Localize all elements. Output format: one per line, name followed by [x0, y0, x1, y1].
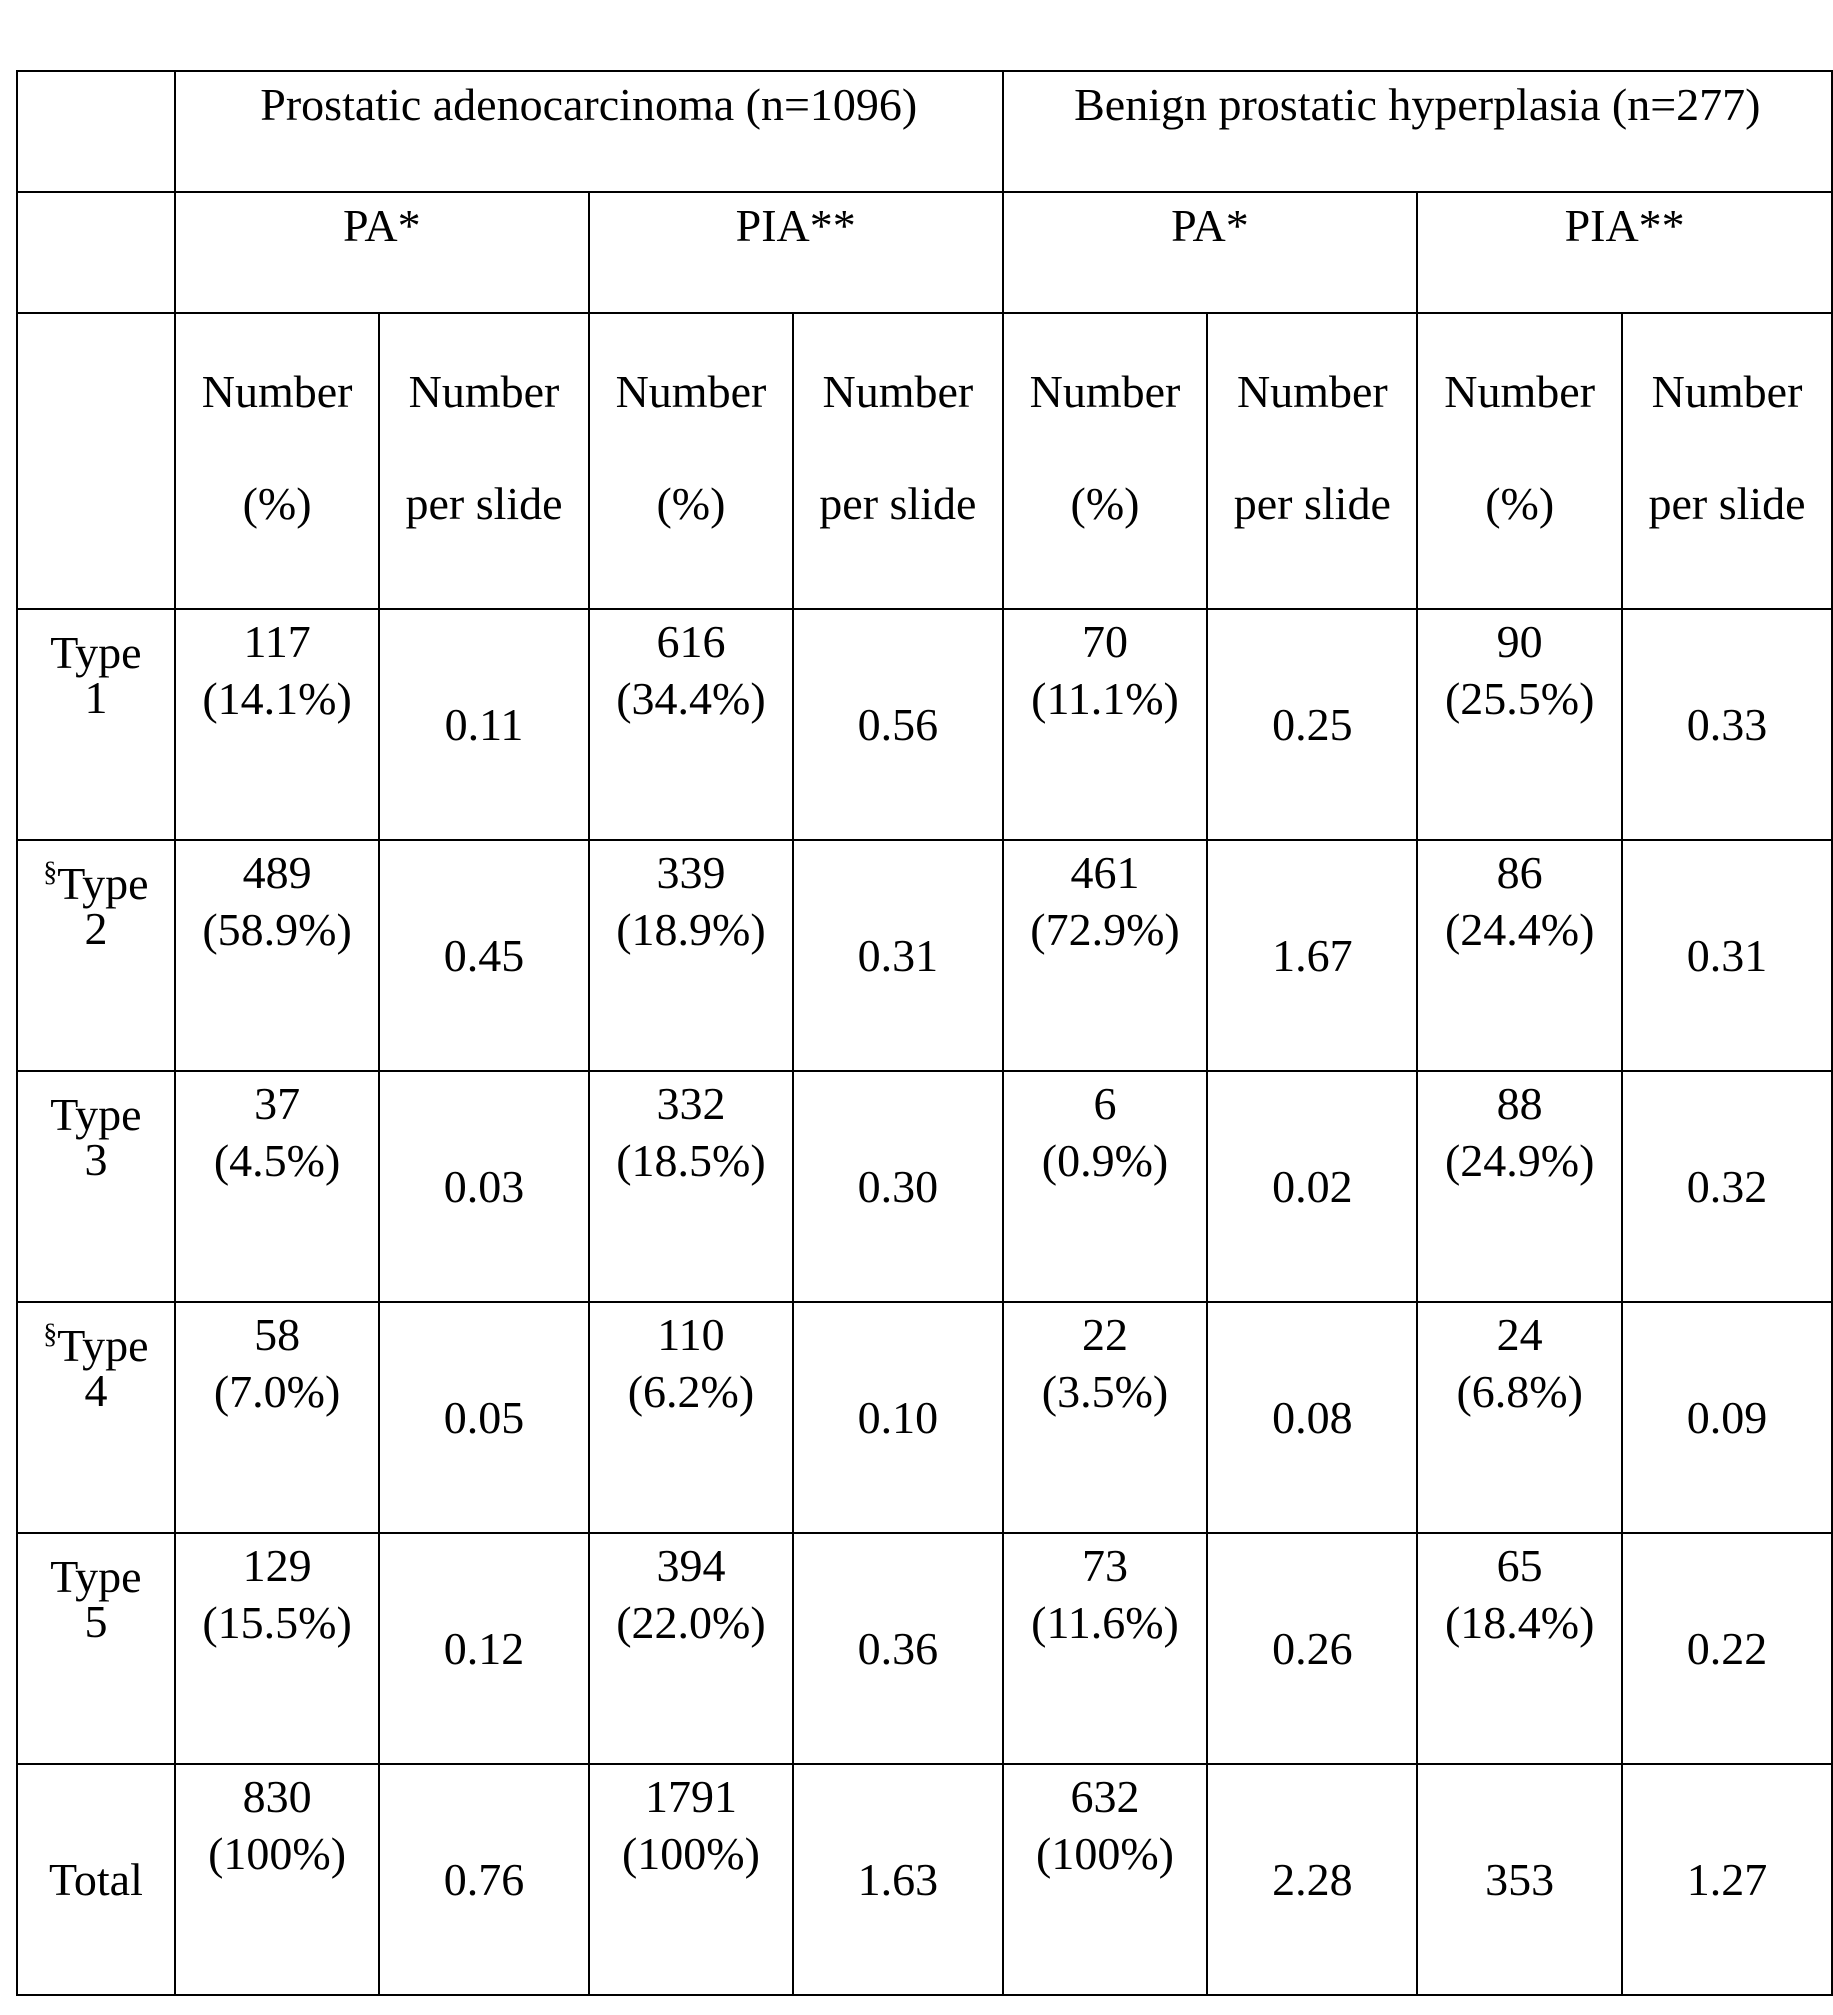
col-header-line: Number	[615, 366, 767, 417]
cell-adeno-pia-per-slide: 0.36	[793, 1533, 1002, 1764]
cell-count: 830	[242, 1771, 312, 1822]
cell-percent: (18.9%)	[616, 904, 766, 955]
col-header-line: Number	[1651, 366, 1803, 417]
cell-adeno-pa-number	[175, 609, 379, 840]
cell-bph-pa-number	[1003, 1533, 1208, 1764]
cell-percent: (4.5%)	[213, 1135, 341, 1186]
cell-percent: (11.1%)	[1031, 673, 1179, 724]
cell-total-adeno-pa-number	[175, 1764, 379, 1995]
col-header-line: Number	[1444, 366, 1596, 417]
header-column-row	[17, 313, 1832, 609]
col-header-number	[1417, 313, 1622, 609]
header-group-row	[17, 71, 1832, 192]
row-label-line2: 4	[84, 1365, 108, 1416]
row-label-line2: 3	[84, 1134, 108, 1185]
cell-adeno-pa-number	[175, 1533, 379, 1764]
row-label-line2: 1	[84, 672, 108, 723]
cell-adeno-pa-per-slide: 0.45	[379, 840, 588, 1071]
table-row	[17, 1533, 1832, 1764]
cell-percent: (6.2%)	[627, 1366, 755, 1417]
cell-adeno-pa-per-slide: 0.12	[379, 1533, 588, 1764]
cell-total-bph-pa-number	[1003, 1764, 1208, 1995]
col-header-line: per slide	[405, 478, 563, 529]
cell-bph-pa-per-slide: 1.67	[1207, 840, 1417, 1071]
cell-count: 22	[1082, 1309, 1128, 1360]
cell-bph-pa-number	[1003, 1071, 1208, 1302]
cell-bph-pia-number	[1417, 609, 1622, 840]
cell-count: 489	[242, 847, 312, 898]
cell-count: 632	[1070, 1771, 1140, 1822]
cell-count: 65	[1496, 1540, 1543, 1591]
col-header-number	[175, 313, 379, 609]
cell-bph-pa-per-slide: 0.26	[1207, 1533, 1417, 1764]
cell-percent: (15.5%)	[202, 1597, 352, 1648]
cell-percent: (100%)	[1036, 1828, 1174, 1879]
col-header-line: (%)	[656, 478, 726, 529]
table-row	[17, 609, 1832, 840]
row-label-line1	[18, 1538, 174, 1602]
cell-count: 73	[1082, 1540, 1128, 1591]
cell-count: 70	[1082, 616, 1128, 667]
cell-count: 6	[1093, 1078, 1117, 1129]
col-header-per-slide	[1207, 313, 1417, 609]
cell-count: 117	[243, 616, 311, 667]
cell-percent: (100%)	[208, 1828, 347, 1879]
cell-total-bph-pia-number: 353	[1417, 1764, 1622, 1995]
row-label-line1	[18, 845, 174, 909]
cell-count: 58	[254, 1309, 301, 1360]
cell-percent: (7.0%)	[213, 1366, 341, 1417]
total-row	[17, 1764, 1832, 1995]
col-header-line: (%)	[1070, 478, 1140, 529]
cell-percent: (100%)	[621, 1828, 760, 1879]
col-header-line: per slide	[1648, 478, 1806, 529]
cell-count: 129	[242, 1540, 312, 1591]
cell-percent: (58.9%)	[202, 904, 352, 955]
row-label-line2: 2	[84, 903, 108, 954]
table-row	[17, 1071, 1832, 1302]
cell-bph-pa-number	[1003, 1302, 1208, 1533]
cell-percent: (24.9%)	[1444, 1135, 1595, 1186]
cell-adeno-pa-per-slide: 0.05	[379, 1302, 588, 1533]
col-header-number	[1003, 313, 1208, 609]
cell-percent: (34.4%)	[616, 673, 766, 724]
cell-count: 90	[1496, 616, 1543, 667]
col-header-line: per slide	[1233, 478, 1391, 529]
col-header-line: Number	[1029, 366, 1181, 417]
cell-count: 1791	[644, 1771, 737, 1822]
cell-bph-pia-number	[1417, 1071, 1622, 1302]
cell-count: 37	[254, 1078, 301, 1129]
cell-bph-pa-per-slide: 0.08	[1207, 1302, 1417, 1533]
cell-count: 616	[656, 616, 726, 667]
col-header-per-slide	[793, 313, 1002, 609]
table-row	[17, 1302, 1832, 1533]
row-label	[17, 1302, 175, 1533]
cell-adeno-pa-per-slide: 0.11	[379, 609, 588, 840]
cell-adeno-pa-number	[175, 840, 379, 1071]
row-label-line1	[18, 1076, 174, 1140]
row-label-text: Type	[57, 858, 149, 909]
cell-adeno-pia-per-slide: 0.30	[793, 1071, 1002, 1302]
col-header-number	[589, 313, 793, 609]
cell-bph-pa-number	[1003, 609, 1208, 840]
cell-bph-pa-per-slide: 0.02	[1207, 1071, 1417, 1302]
cell-count: 339	[656, 847, 726, 898]
sub-header-adeno-pa: PA*	[175, 192, 589, 313]
col-header-line: per slide	[819, 478, 977, 529]
cell-total-adeno-pia-per-slide: 1.63	[793, 1764, 1002, 1995]
table-row	[17, 840, 1832, 1071]
cell-percent: (25.5%)	[1444, 673, 1595, 724]
cell-adeno-pia-number	[589, 609, 793, 840]
cell-adeno-pa-number	[175, 1071, 379, 1302]
row-label-text: Type	[50, 1551, 142, 1602]
cell-adeno-pa-per-slide: 0.03	[379, 1071, 588, 1302]
cell-adeno-pia-per-slide: 0.10	[793, 1302, 1002, 1533]
cell-count: 86	[1496, 847, 1543, 898]
col-header-line: (%)	[242, 478, 312, 529]
cell-percent: (3.5%)	[1041, 1366, 1169, 1417]
cell-bph-pia-number	[1417, 840, 1622, 1071]
cell-count: 461	[1070, 847, 1140, 898]
section-mark: §	[43, 857, 58, 888]
row-label	[17, 609, 175, 840]
row-label	[17, 1071, 175, 1302]
row-label-line1	[18, 614, 174, 678]
cell-bph-pa-number	[1003, 840, 1208, 1071]
cell-bph-pia-per-slide: 0.32	[1622, 1071, 1832, 1302]
cell-adeno-pia-number	[589, 1302, 793, 1533]
cell-count: 394	[656, 1540, 726, 1591]
cell-adeno-pia-per-slide: 0.56	[793, 609, 1002, 840]
row-label-line1	[18, 1307, 174, 1371]
cell-percent: (24.4%)	[1444, 904, 1595, 955]
corner-cell	[17, 192, 175, 313]
cell-bph-pia-per-slide: 0.22	[1622, 1533, 1832, 1764]
cell-adeno-pia-number	[589, 840, 793, 1071]
cell-total-bph-pia-per-slide: 1.27	[1622, 1764, 1832, 1995]
header-sub-row	[17, 192, 1832, 313]
cell-bph-pia-number	[1417, 1302, 1622, 1533]
cell-count: 110	[657, 1309, 725, 1360]
results-table	[16, 70, 1833, 1996]
col-header-line: Number	[822, 366, 974, 417]
col-header-per-slide	[379, 313, 588, 609]
cell-count: 24	[1496, 1309, 1543, 1360]
cell-total-adeno-pa-per-slide: 0.76	[379, 1764, 588, 1995]
cell-percent: (18.5%)	[616, 1135, 766, 1186]
col-header-line: Number	[1236, 366, 1388, 417]
total-label: Total	[17, 1764, 175, 1995]
cell-adeno-pia-number	[589, 1533, 793, 1764]
section-mark: §	[43, 1319, 58, 1350]
cell-percent: (72.9%)	[1030, 904, 1180, 955]
sub-header-adeno-pia: PIA**	[589, 192, 1003, 313]
cell-percent: (11.6%)	[1031, 1597, 1179, 1648]
col-header-line: Number	[408, 366, 560, 417]
col-header-line: Number	[201, 366, 353, 417]
row-label-text: Type	[50, 627, 142, 678]
group-header-adenocarcinoma: Prostatic adenocarcinoma (n=1096)	[175, 71, 1003, 192]
cell-total-adeno-pia-number	[589, 1764, 793, 1995]
cell-bph-pia-number	[1417, 1533, 1622, 1764]
cell-adeno-pia-number	[589, 1071, 793, 1302]
cell-bph-pia-per-slide: 0.09	[1622, 1302, 1832, 1533]
cell-percent: (22.0%)	[616, 1597, 766, 1648]
col-header-line: (%)	[1485, 478, 1555, 529]
row-label-text: Type	[50, 1089, 142, 1140]
row-label-text: Type	[57, 1320, 149, 1371]
cell-count: 332	[656, 1078, 726, 1129]
row-label	[17, 840, 175, 1071]
row-label-line2: 5	[84, 1596, 108, 1647]
cell-total-bph-pa-per-slide: 2.28	[1207, 1764, 1417, 1995]
corner-cell	[17, 313, 175, 609]
cell-bph-pia-per-slide: 0.33	[1622, 609, 1832, 840]
cell-percent: (18.4%)	[1444, 1597, 1595, 1648]
cell-bph-pia-per-slide: 0.31	[1622, 840, 1832, 1071]
table-container	[16, 70, 1833, 1996]
sub-header-bph-pia: PIA**	[1417, 192, 1832, 313]
cell-percent: (14.1%)	[202, 673, 352, 724]
cell-count: 88	[1496, 1078, 1543, 1129]
corner-cell	[17, 71, 175, 192]
cell-adeno-pia-per-slide: 0.31	[793, 840, 1002, 1071]
cell-adeno-pa-number	[175, 1302, 379, 1533]
col-header-per-slide	[1622, 313, 1832, 609]
row-label	[17, 1533, 175, 1764]
cell-percent: (0.9%)	[1041, 1135, 1169, 1186]
cell-percent: (6.8%)	[1456, 1366, 1583, 1417]
cell-bph-pa-per-slide: 0.25	[1207, 609, 1417, 840]
sub-header-bph-pa: PA*	[1003, 192, 1418, 313]
group-header-bph: Benign prostatic hyperplasia (n=277)	[1003, 71, 1832, 192]
